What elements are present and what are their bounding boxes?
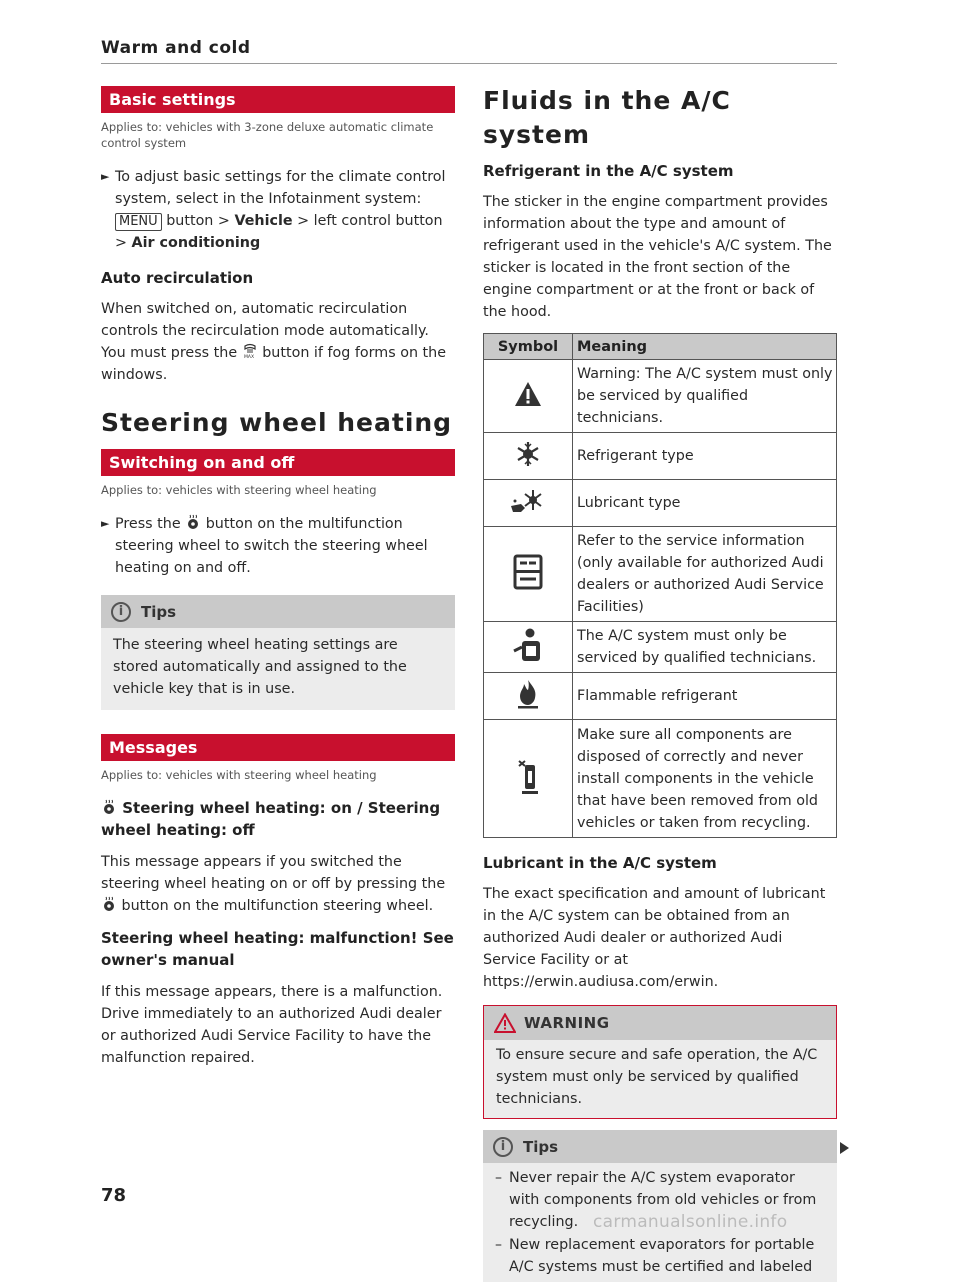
basic-settings-heading: Basic settings (101, 86, 455, 113)
menu-key: MENU (115, 213, 162, 231)
table-cell: Make sure all components are disposed of correctly and never install components in the vehicle that have been removed from old vehicles or taken from recycling. (573, 720, 837, 838)
tips-box-fluids (483, 1130, 837, 1282)
warning-header: WARNING (484, 1006, 836, 1040)
steering-heat-icon (101, 799, 117, 815)
basic-settings-applies: Applies to: vehicles with 3-zone deluxe automatic climate control system (101, 120, 434, 150)
table-row (484, 673, 837, 720)
list-item: – Never repair the A/C system evaporator with components from old vehicles or from recycling. (495, 1170, 817, 1230)
table-row (484, 480, 837, 527)
info-icon: i (493, 1137, 513, 1157)
table-cell: The A/C system must only be serviced by qualified technicians. (573, 622, 837, 673)
watermark: carmanualsonline.info (593, 1212, 788, 1232)
warning-box (483, 1005, 837, 1119)
switching-on-off-heading: Switching on and off (101, 449, 455, 476)
svg-text:MAX: MAX (243, 355, 254, 359)
messages-heading: Messages (101, 734, 455, 761)
vehicle-label: Vehicle (234, 213, 293, 229)
messages-applies: Applies to: vehicles with steering wheel heating (101, 768, 377, 782)
service-info-icon (513, 554, 543, 590)
symbol-column-header: Symbol (484, 334, 573, 360)
page-number: 78 (101, 1185, 127, 1206)
defrost-max-icon (242, 343, 258, 359)
technician-icon (511, 627, 545, 663)
running-header: Warm and cold (101, 38, 251, 58)
lubricant-text: The exact specification and amount of lubricant in the A/C system can be obtained from an authorized Audi dealer or authorized Audi Service Facility or at https://erwin.audiusa.com/erwin. (483, 886, 826, 990)
fluids-title: Fluids in the A/C system (483, 86, 731, 149)
symbol-table (483, 333, 837, 838)
steering-heating-applies: Applies to: vehicles with steering wheel heating (101, 483, 377, 497)
list-item: – New replacement evaporators for portable A/C systems must be certified and labeled (495, 1237, 815, 1275)
steering-heat-icon (101, 896, 117, 912)
steering-heating-title: Steering wheel heating (101, 408, 453, 437)
msg2-text: If this message appears, there is a malfunction. Drive immediately to an authorized Audi dealer or authorized Audi Service Facility to have the malfunction repaired. (101, 984, 443, 1066)
bullet-icon: ► (101, 170, 110, 183)
msg1-title: Steering wheel heating: on / Steering wheel heating: off (101, 799, 441, 839)
warning-icon (494, 1013, 516, 1033)
table-cell: Refer to the service information (only available for authorized Audi dealers or authorized Audi Service Facilities) (573, 527, 837, 622)
basic-settings-step: ► To adjust basic settings for the climate control system, select in the Infotainment system: MENU button > Vehicle > left control button > Air conditioning (101, 166, 455, 254)
left-column (101, 86, 455, 1069)
tips-header: i Tips (101, 595, 455, 628)
auto-recirc-text: When switched on, automatic recirculation controls the recirculation mode automatically. You must press the MAX button if fog forms on the windows. (101, 301, 447, 383)
refrigerant-text: The sticker in the engine compartment provides information about the type and amount of refrigerant used in the vehicle's A/C system. The sticker is located in the front section of the engine compartment or at the front or back of the hood. (483, 194, 832, 320)
steering-heat-icon (185, 514, 201, 530)
info-icon: i (111, 602, 131, 622)
steering-heating-step: ► Press the button on the multifunction steering wheel to switch the steering wheel heating on and off. (101, 513, 455, 579)
warning-text: To ensure secure and safe operation, the A/C system must only be serviced by qualified technicians. (496, 1047, 818, 1107)
bullet-icon: ► (101, 517, 110, 530)
tips-box-steering (101, 595, 455, 710)
table-row (484, 360, 837, 433)
table-cell: Flammable refrigerant (573, 673, 837, 720)
refrigerant-icon (515, 440, 541, 468)
warning-triangle-icon (514, 381, 542, 407)
lubricant-icon (509, 488, 547, 514)
table-cell: Lubricant type (573, 480, 837, 527)
right-column (483, 84, 837, 1282)
air-conditioning-label: Air conditioning (131, 235, 261, 251)
tips-text: The steering wheel heating settings are stored automatically and assigned to the vehicle key that is in use. (113, 637, 407, 697)
table-cell: Refrigerant type (573, 433, 837, 480)
msg2-title: Steering wheel heating: malfunction! See owner's manual (101, 929, 454, 969)
auto-recirc-heading: Auto recirculation (101, 269, 254, 287)
tips-header: i Tips (483, 1130, 837, 1163)
table-row (484, 527, 837, 622)
header-divider (101, 63, 837, 64)
refrigerant-heading: Refrigerant in the A/C system (483, 162, 734, 180)
meaning-column-header: Meaning (573, 334, 837, 360)
table-cell: Warning: The A/C system must only be serviced by qualified technicians. (573, 360, 837, 433)
continue-arrow-icon (840, 1142, 849, 1154)
flammable-icon (514, 678, 542, 710)
table-row (484, 433, 837, 480)
disposal-icon (515, 757, 541, 797)
table-row (484, 720, 837, 838)
msg1-text: This message appears if you switched the steering wheel heating on or off by pressing the button on the multifunction steering wheel. (101, 854, 446, 914)
table-row (484, 622, 837, 673)
lubricant-heading: Lubricant in the A/C system (483, 854, 717, 872)
